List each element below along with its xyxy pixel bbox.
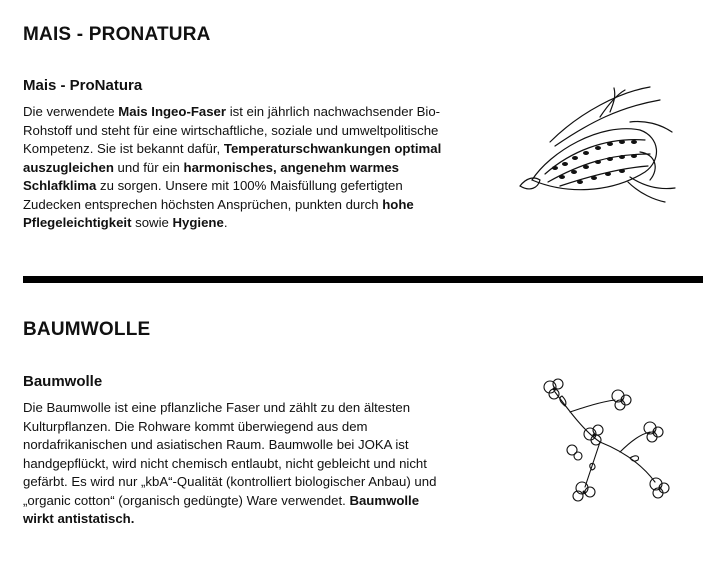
text-run: Die verwendete xyxy=(23,104,119,119)
corn-cob-sketch-icon xyxy=(510,82,680,204)
paragraph-line xyxy=(23,214,441,233)
paragraph-line xyxy=(23,436,436,455)
text-run: Rohstoff und steht für eine wirtschaftliche, soziale und umweltpolitische xyxy=(23,122,439,138)
text-run: Kompetenz. Sie ist bekannt dafür, xyxy=(23,141,224,156)
paragraph-line xyxy=(23,177,441,196)
subtitle-baumwolle: Baumwolle xyxy=(23,373,103,390)
text-run: und für ein xyxy=(113,159,184,175)
bold-text-run: Pflegeleichtigkeit xyxy=(23,215,132,230)
text-run: Die Baumwolle ist eine pflanzliche Faser und zählt zu den ältesten xyxy=(23,400,411,415)
paragraph-mais xyxy=(23,103,441,233)
bold-text-run: Temperaturschwankungen optimal xyxy=(223,141,442,156)
paragraph-line xyxy=(23,473,436,492)
text-run: . xyxy=(223,215,228,230)
section-divider xyxy=(23,276,703,283)
bold-text-run: wirkt antistatisch. xyxy=(23,511,135,526)
bold-text-run: Schlafklima xyxy=(23,178,97,193)
paragraph-line xyxy=(23,196,441,215)
bold-text-run: hohe xyxy=(382,196,414,212)
paragraph-line xyxy=(23,122,441,141)
paragraph-line xyxy=(23,140,441,159)
paragraph-line xyxy=(23,455,436,474)
text-run: Zudecken entsprechen höchsten Ansprüchen, punkten durch xyxy=(23,196,383,212)
section-title-mais: MAIS - PRONATURA xyxy=(23,24,211,45)
paragraph-line xyxy=(23,399,436,418)
paragraph-line xyxy=(23,492,436,511)
bold-text-run: Baumwolle xyxy=(349,492,420,508)
bold-text-run: Mais Ingeo-Faser xyxy=(118,104,227,119)
text-run: handgepflückt, wird nicht chemisch entlaubt, nicht gebleicht und nicht xyxy=(23,455,427,471)
bold-text-run: Hygiene xyxy=(172,215,224,230)
paragraph-line xyxy=(23,418,436,437)
paragraph-baumwolle xyxy=(23,399,436,529)
text-run: nordafrikanischen und asiatischen Raum. Baumwolle bei JOKA ist xyxy=(23,437,409,452)
text-run: ist ein jährlich nachwachsender Bio- xyxy=(226,104,441,119)
bold-text-run: auszugleichen xyxy=(23,159,114,175)
text-run: zu sorgen. Unsere mit 100% Maisfüllung gefertigten xyxy=(96,178,403,193)
text-run: „organic cotton“ (organisch gedüngte) Ware verwendet. xyxy=(23,492,350,508)
section-title-baumwolle: BAUMWOLLE xyxy=(23,319,151,340)
cotton-plant-sketch-icon xyxy=(530,372,680,504)
bold-text-run: harmonisches, angenehm warmes xyxy=(183,159,400,175)
text-run: sowie xyxy=(131,215,173,230)
text-run: gefärbt. Es wird nur „kbA“-Qualität (kontrolliert biologischer Anbau) und xyxy=(23,474,437,489)
paragraph-line xyxy=(23,510,436,529)
text-run: Kulturpflanzen. Die Rohware kommt überwiegend aus dem xyxy=(23,418,368,434)
paragraph-line xyxy=(23,103,441,122)
subtitle-mais: Mais - ProNatura xyxy=(23,77,143,94)
paragraph-line xyxy=(23,159,441,178)
